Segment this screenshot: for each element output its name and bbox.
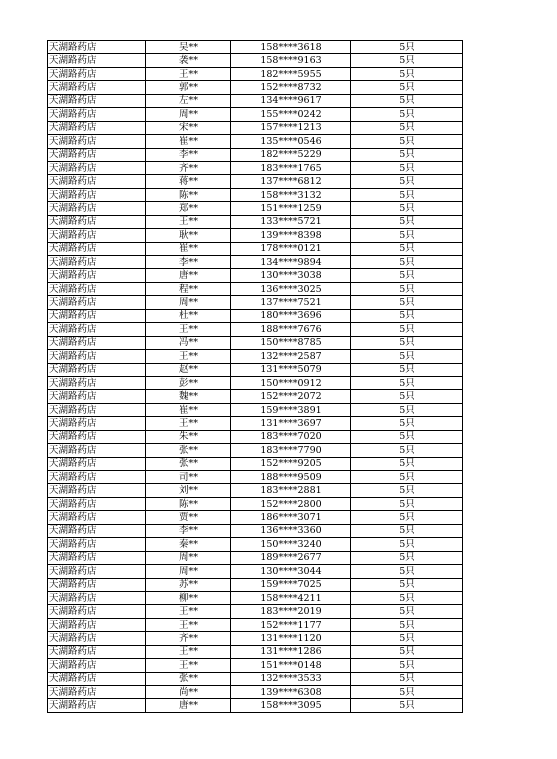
customer-name-cell: 郑** — [146, 202, 231, 215]
store-cell: 天湖路药店 — [48, 699, 146, 712]
quantity-cell: 5只 — [351, 632, 463, 645]
quantity-cell: 5只 — [351, 444, 463, 457]
phone-number-cell: 152****9205 — [231, 457, 351, 470]
quantity-cell: 5只 — [351, 645, 463, 658]
quantity-cell: 5只 — [351, 54, 463, 67]
phone-number-cell: 158****4211 — [231, 591, 351, 604]
store-cell: 天湖路药店 — [48, 41, 146, 54]
customer-name-cell: 齐** — [146, 632, 231, 645]
customer-name-cell: 王** — [146, 645, 231, 658]
store-cell: 天湖路药店 — [48, 215, 146, 228]
quantity-cell: 5只 — [351, 363, 463, 376]
table-row — [48, 41, 463, 54]
customer-name-cell: 齐** — [146, 161, 231, 174]
phone-number-cell: 136****3360 — [231, 524, 351, 537]
quantity-cell: 5只 — [351, 430, 463, 443]
store-cell: 天湖路药店 — [48, 497, 146, 510]
store-cell: 天湖路药店 — [48, 148, 146, 161]
customer-name-cell: 王** — [146, 618, 231, 631]
table-row — [48, 430, 463, 443]
table-row — [48, 672, 463, 685]
customer-name-cell: 杜** — [146, 309, 231, 322]
table-row — [48, 282, 463, 295]
quantity-cell: 5只 — [351, 699, 463, 712]
quantity-cell: 5只 — [351, 524, 463, 537]
table-row — [48, 457, 463, 470]
customer-name-cell: 司** — [146, 471, 231, 484]
phone-number-cell: 188****7676 — [231, 323, 351, 336]
registration-table — [47, 40, 463, 713]
store-cell: 天湖路药店 — [48, 94, 146, 107]
quantity-cell: 5只 — [351, 471, 463, 484]
customer-name-cell: 彭** — [146, 376, 231, 389]
phone-number-cell: 130****3044 — [231, 565, 351, 578]
table-row — [48, 591, 463, 604]
quantity-cell: 5只 — [351, 538, 463, 551]
customer-name-cell: 张** — [146, 444, 231, 457]
quantity-cell: 5只 — [351, 81, 463, 94]
phone-number-cell: 136****3025 — [231, 282, 351, 295]
customer-name-cell: 尚** — [146, 686, 231, 699]
customer-name-cell: 宋** — [146, 121, 231, 134]
quantity-cell: 5只 — [351, 659, 463, 672]
quantity-cell: 5只 — [351, 296, 463, 309]
customer-name-cell: 王** — [146, 67, 231, 80]
store-cell: 天湖路药店 — [48, 565, 146, 578]
quantity-cell: 5只 — [351, 618, 463, 631]
store-cell: 天湖路药店 — [48, 135, 146, 148]
store-cell: 天湖路药店 — [48, 188, 146, 201]
quantity-cell: 5只 — [351, 686, 463, 699]
customer-name-cell: 李** — [146, 524, 231, 537]
store-cell: 天湖路药店 — [48, 296, 146, 309]
quantity-cell: 5只 — [351, 94, 463, 107]
customer-name-cell: 朱** — [146, 430, 231, 443]
quantity-cell: 5只 — [351, 565, 463, 578]
phone-number-cell: 135****0546 — [231, 135, 351, 148]
table-row — [48, 215, 463, 228]
table-row — [48, 175, 463, 188]
customer-name-cell: 王** — [146, 215, 231, 228]
store-cell: 天湖路药店 — [48, 350, 146, 363]
quantity-cell: 5只 — [351, 67, 463, 80]
phone-number-cell: 151****0148 — [231, 659, 351, 672]
customer-name-cell: 魏** — [146, 390, 231, 403]
store-cell: 天湖路药店 — [48, 309, 146, 322]
table-row — [48, 578, 463, 591]
phone-number-cell: 152****2072 — [231, 390, 351, 403]
table-row — [48, 565, 463, 578]
quantity-cell: 5只 — [351, 323, 463, 336]
store-cell: 天湖路药店 — [48, 524, 146, 537]
table-row — [48, 94, 463, 107]
customer-name-cell: 崔** — [146, 135, 231, 148]
phone-number-cell: 150****0912 — [231, 376, 351, 389]
phone-number-cell: 180****3696 — [231, 309, 351, 322]
quantity-cell: 5只 — [351, 309, 463, 322]
store-cell: 天湖路药店 — [48, 121, 146, 134]
phone-number-cell: 133****5721 — [231, 215, 351, 228]
store-cell: 天湖路药店 — [48, 403, 146, 416]
table-row — [48, 632, 463, 645]
phone-number-cell: 139****8398 — [231, 229, 351, 242]
table-row — [48, 524, 463, 537]
customer-name-cell: 张** — [146, 672, 231, 685]
phone-number-cell: 150****8785 — [231, 336, 351, 349]
quantity-cell: 5只 — [351, 256, 463, 269]
quantity-cell: 5只 — [351, 484, 463, 497]
store-cell: 天湖路药店 — [48, 430, 146, 443]
store-cell: 天湖路药店 — [48, 161, 146, 174]
table-row — [48, 645, 463, 658]
table-row — [48, 511, 463, 524]
quantity-cell: 5只 — [351, 376, 463, 389]
table-row — [48, 148, 463, 161]
quantity-cell: 5只 — [351, 591, 463, 604]
customer-name-cell: 崔** — [146, 403, 231, 416]
quantity-cell: 5只 — [351, 417, 463, 430]
store-cell: 天湖路药店 — [48, 282, 146, 295]
phone-number-cell: 158****9163 — [231, 54, 351, 67]
store-cell: 天湖路药店 — [48, 390, 146, 403]
store-cell: 天湖路药店 — [48, 54, 146, 67]
store-cell: 天湖路药店 — [48, 484, 146, 497]
quantity-cell: 5只 — [351, 41, 463, 54]
customer-name-cell: 李** — [146, 148, 231, 161]
phone-number-cell: 182****5955 — [231, 67, 351, 80]
table-row — [48, 336, 463, 349]
store-cell: 天湖路药店 — [48, 591, 146, 604]
table-row — [48, 350, 463, 363]
table-row — [48, 686, 463, 699]
store-cell: 天湖路药店 — [48, 202, 146, 215]
table-row — [48, 67, 463, 80]
store-cell: 天湖路药店 — [48, 686, 146, 699]
table-row — [48, 659, 463, 672]
phone-number-cell: 134****9894 — [231, 256, 351, 269]
phone-number-cell: 152****1177 — [231, 618, 351, 631]
customer-name-cell: 陈** — [146, 188, 231, 201]
phone-number-cell: 139****6308 — [231, 686, 351, 699]
phone-number-cell: 155****0242 — [231, 108, 351, 121]
phone-number-cell: 131****1120 — [231, 632, 351, 645]
table-row — [48, 135, 463, 148]
customer-name-cell: 周** — [146, 565, 231, 578]
customer-name-cell: 陈** — [146, 497, 231, 510]
quantity-cell: 5只 — [351, 269, 463, 282]
table-row — [48, 605, 463, 618]
store-cell: 天湖路药店 — [48, 632, 146, 645]
customer-name-cell: 程** — [146, 282, 231, 295]
table-row — [48, 390, 463, 403]
customer-name-cell: 刘** — [146, 484, 231, 497]
quantity-cell: 5只 — [351, 148, 463, 161]
customer-name-cell: 张** — [146, 457, 231, 470]
customer-name-cell: 王** — [146, 350, 231, 363]
store-cell: 天湖路药店 — [48, 376, 146, 389]
store-cell: 天湖路药店 — [48, 256, 146, 269]
phone-number-cell: 182****5229 — [231, 148, 351, 161]
table-row — [48, 699, 463, 712]
phone-number-cell: 189****2677 — [231, 551, 351, 564]
customer-name-cell: 郭** — [146, 81, 231, 94]
table-row — [48, 54, 463, 67]
store-cell: 天湖路药店 — [48, 417, 146, 430]
store-cell: 天湖路药店 — [48, 363, 146, 376]
phone-number-cell: 152****2800 — [231, 497, 351, 510]
customer-name-cell: 冯** — [146, 336, 231, 349]
table-row — [48, 376, 463, 389]
quantity-cell: 5只 — [351, 457, 463, 470]
phone-number-cell: 158****3132 — [231, 188, 351, 201]
table-row — [48, 242, 463, 255]
quantity-cell: 5只 — [351, 605, 463, 618]
table-row — [48, 188, 463, 201]
quantity-cell: 5只 — [351, 578, 463, 591]
phone-number-cell: 132****2587 — [231, 350, 351, 363]
phone-number-cell: 151****1259 — [231, 202, 351, 215]
store-cell: 天湖路药店 — [48, 618, 146, 631]
customer-name-cell: 吴** — [146, 41, 231, 54]
store-cell: 天湖路药店 — [48, 605, 146, 618]
table-row — [48, 229, 463, 242]
table-row — [48, 323, 463, 336]
phone-number-cell: 157****1213 — [231, 121, 351, 134]
store-cell: 天湖路药店 — [48, 336, 146, 349]
table-row — [48, 403, 463, 416]
phone-number-cell: 183****1765 — [231, 161, 351, 174]
store-cell: 天湖路药店 — [48, 551, 146, 564]
customer-name-cell: 崔** — [146, 242, 231, 255]
store-cell: 天湖路药店 — [48, 538, 146, 551]
table-row — [48, 363, 463, 376]
quantity-cell: 5只 — [351, 336, 463, 349]
table-row — [48, 269, 463, 282]
phone-number-cell: 132****3533 — [231, 672, 351, 685]
quantity-cell: 5只 — [351, 672, 463, 685]
store-cell: 天湖路药店 — [48, 323, 146, 336]
phone-number-cell: 186****3071 — [231, 511, 351, 524]
table-row — [48, 471, 463, 484]
customer-name-cell: 贾** — [146, 511, 231, 524]
store-cell: 天湖路药店 — [48, 578, 146, 591]
store-cell: 天湖路药店 — [48, 672, 146, 685]
quantity-cell: 5只 — [351, 215, 463, 228]
quantity-cell: 5只 — [351, 242, 463, 255]
store-cell: 天湖路药店 — [48, 471, 146, 484]
quantity-cell: 5只 — [351, 175, 463, 188]
store-cell: 天湖路药店 — [48, 457, 146, 470]
table-row — [48, 497, 463, 510]
customer-name-cell: 秦** — [146, 538, 231, 551]
table-row — [48, 309, 463, 322]
store-cell: 天湖路药店 — [48, 444, 146, 457]
store-cell: 天湖路药店 — [48, 659, 146, 672]
phone-number-cell: 183****2019 — [231, 605, 351, 618]
customer-name-cell: 唐** — [146, 269, 231, 282]
phone-number-cell: 159****7025 — [231, 578, 351, 591]
store-cell: 天湖路药店 — [48, 511, 146, 524]
customer-name-cell: 周** — [146, 296, 231, 309]
customer-name-cell: 袭** — [146, 54, 231, 67]
phone-number-cell: 150****3240 — [231, 538, 351, 551]
phone-number-cell: 131****5079 — [231, 363, 351, 376]
table-row — [48, 296, 463, 309]
quantity-cell: 5只 — [351, 161, 463, 174]
table-row — [48, 161, 463, 174]
table-body — [48, 41, 463, 713]
phone-number-cell: 159****3891 — [231, 403, 351, 416]
quantity-cell: 5只 — [351, 390, 463, 403]
customer-name-cell: 唐** — [146, 699, 231, 712]
store-cell: 天湖路药店 — [48, 269, 146, 282]
quantity-cell: 5只 — [351, 229, 463, 242]
phone-number-cell: 158****3618 — [231, 41, 351, 54]
table-row — [48, 538, 463, 551]
quantity-cell: 5只 — [351, 551, 463, 564]
store-cell: 天湖路药店 — [48, 229, 146, 242]
table-row — [48, 81, 463, 94]
table-row — [48, 256, 463, 269]
quantity-cell: 5只 — [351, 108, 463, 121]
phone-number-cell: 134****9617 — [231, 94, 351, 107]
customer-name-cell: 苏** — [146, 578, 231, 591]
quantity-cell: 5只 — [351, 282, 463, 295]
customer-name-cell: 王** — [146, 659, 231, 672]
phone-number-cell: 178****0121 — [231, 242, 351, 255]
customer-name-cell: 左** — [146, 94, 231, 107]
quantity-cell: 5只 — [351, 188, 463, 201]
quantity-cell: 5只 — [351, 511, 463, 524]
table-row — [48, 618, 463, 631]
store-cell: 天湖路药店 — [48, 108, 146, 121]
phone-number-cell: 158****3095 — [231, 699, 351, 712]
quantity-cell: 5只 — [351, 403, 463, 416]
store-cell: 天湖路药店 — [48, 242, 146, 255]
customer-name-cell: 蒋** — [146, 175, 231, 188]
customer-name-cell: 王** — [146, 605, 231, 618]
phone-number-cell: 131****3697 — [231, 417, 351, 430]
phone-number-cell: 188****9509 — [231, 471, 351, 484]
phone-number-cell: 183****7020 — [231, 430, 351, 443]
table-row — [48, 551, 463, 564]
customer-name-cell: 耿** — [146, 229, 231, 242]
phone-number-cell: 131****1286 — [231, 645, 351, 658]
phone-number-cell: 137****7521 — [231, 296, 351, 309]
table-row — [48, 121, 463, 134]
table-row — [48, 444, 463, 457]
store-cell: 天湖路药店 — [48, 67, 146, 80]
table-row — [48, 202, 463, 215]
store-cell: 天湖路药店 — [48, 175, 146, 188]
table-row — [48, 484, 463, 497]
phone-number-cell: 130****3038 — [231, 269, 351, 282]
customer-name-cell: 赵** — [146, 363, 231, 376]
quantity-cell: 5只 — [351, 202, 463, 215]
phone-number-cell: 183****7790 — [231, 444, 351, 457]
phone-number-cell: 152****8732 — [231, 81, 351, 94]
quantity-cell: 5只 — [351, 121, 463, 134]
customer-name-cell: 周** — [146, 551, 231, 564]
quantity-cell: 5只 — [351, 350, 463, 363]
store-cell: 天湖路药店 — [48, 81, 146, 94]
table-row — [48, 417, 463, 430]
customer-name-cell: 王** — [146, 323, 231, 336]
table-row — [48, 108, 463, 121]
customer-name-cell: 周** — [146, 108, 231, 121]
phone-number-cell: 183****2881 — [231, 484, 351, 497]
quantity-cell: 5只 — [351, 497, 463, 510]
quantity-cell: 5只 — [351, 135, 463, 148]
customer-name-cell: 李** — [146, 256, 231, 269]
phone-number-cell: 137****6812 — [231, 175, 351, 188]
store-cell: 天湖路药店 — [48, 645, 146, 658]
customer-name-cell: 王** — [146, 417, 231, 430]
customer-name-cell: 柳** — [146, 591, 231, 604]
